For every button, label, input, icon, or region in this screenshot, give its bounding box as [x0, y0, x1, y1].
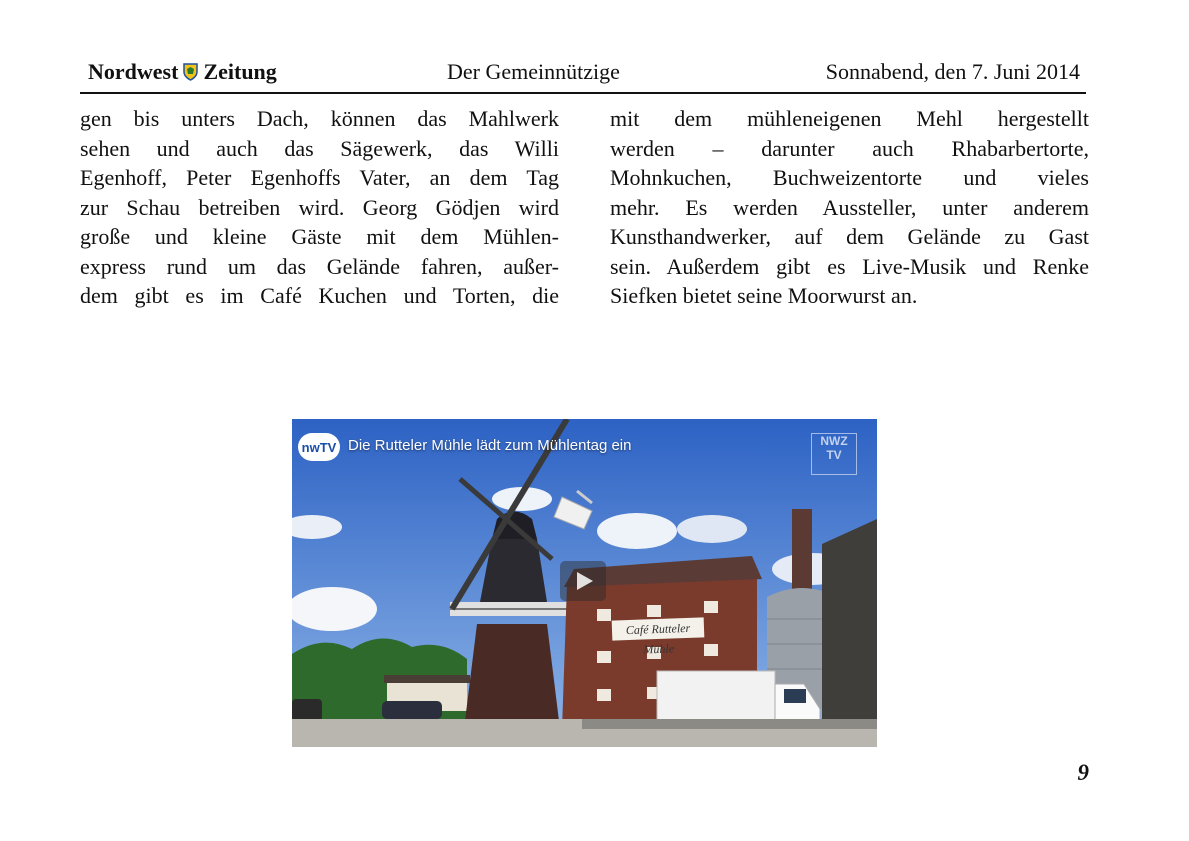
text-line: zur Schau betreiben wird. Georg Gödjen wird	[80, 194, 559, 220]
text-line: Mohnkuchen, Buchweizentorte und vieles	[610, 165, 1089, 190]
nwtv-logo: nwTV	[298, 433, 340, 461]
text-line: werden – darunter auch Rhabarbertorte,	[610, 135, 1089, 161]
text-line: express rund um das Gelände fahren, außer-	[80, 253, 559, 279]
crest-icon	[183, 63, 198, 81]
newspaper-brand	[88, 59, 277, 85]
video-player[interactable]	[292, 419, 877, 747]
right-column	[610, 104, 1089, 311]
publication-title: Der Gemeinnützige	[447, 59, 620, 84]
page-number: 9	[1077, 760, 1089, 785]
text-line: große und kleine Gäste mit dem Mühlen-	[80, 224, 559, 249]
video-title[interactable]: Die Rutteler Mühle lädt zum Mühlentag ein	[348, 437, 632, 454]
text-line: mit dem mühleneigenen Mehl hergestellt	[610, 106, 1089, 131]
left-column	[80, 104, 559, 311]
brand-right-word: Zeitung	[203, 59, 277, 84]
brand-left-word: Nordwest	[88, 59, 179, 84]
text-line: dem gibt es im Café Kuchen und Torten, die	[80, 283, 559, 308]
nwz-tv-watermark: NWZ TV	[811, 433, 857, 475]
text-line: Kunsthandwerker, auf dem Gelände zu Gast	[610, 224, 1089, 249]
text-line: sein. Außerdem gibt es Live-Musik und Renke	[610, 253, 1089, 279]
text-line: sehen und auch das Sägewerk, das Willi	[80, 135, 559, 161]
text-line: mehr. Es werden Aussteller, unter anderem	[610, 194, 1089, 220]
text-line: gen bis unters Dach, können das Mahlwerk	[80, 106, 559, 131]
play-icon[interactable]	[560, 561, 606, 601]
cafe-sign: Café Rutteler Mühle	[612, 617, 705, 640]
page-header	[80, 58, 1086, 94]
issue-date: Sonnabend, den 7. Juni 2014	[825, 59, 1080, 84]
text-line: Egenhoff, Peter Egenhoffs Vater, an dem Tag	[80, 165, 559, 190]
text-line: Siefken bietet seine Moorwurst an.	[610, 283, 918, 308]
